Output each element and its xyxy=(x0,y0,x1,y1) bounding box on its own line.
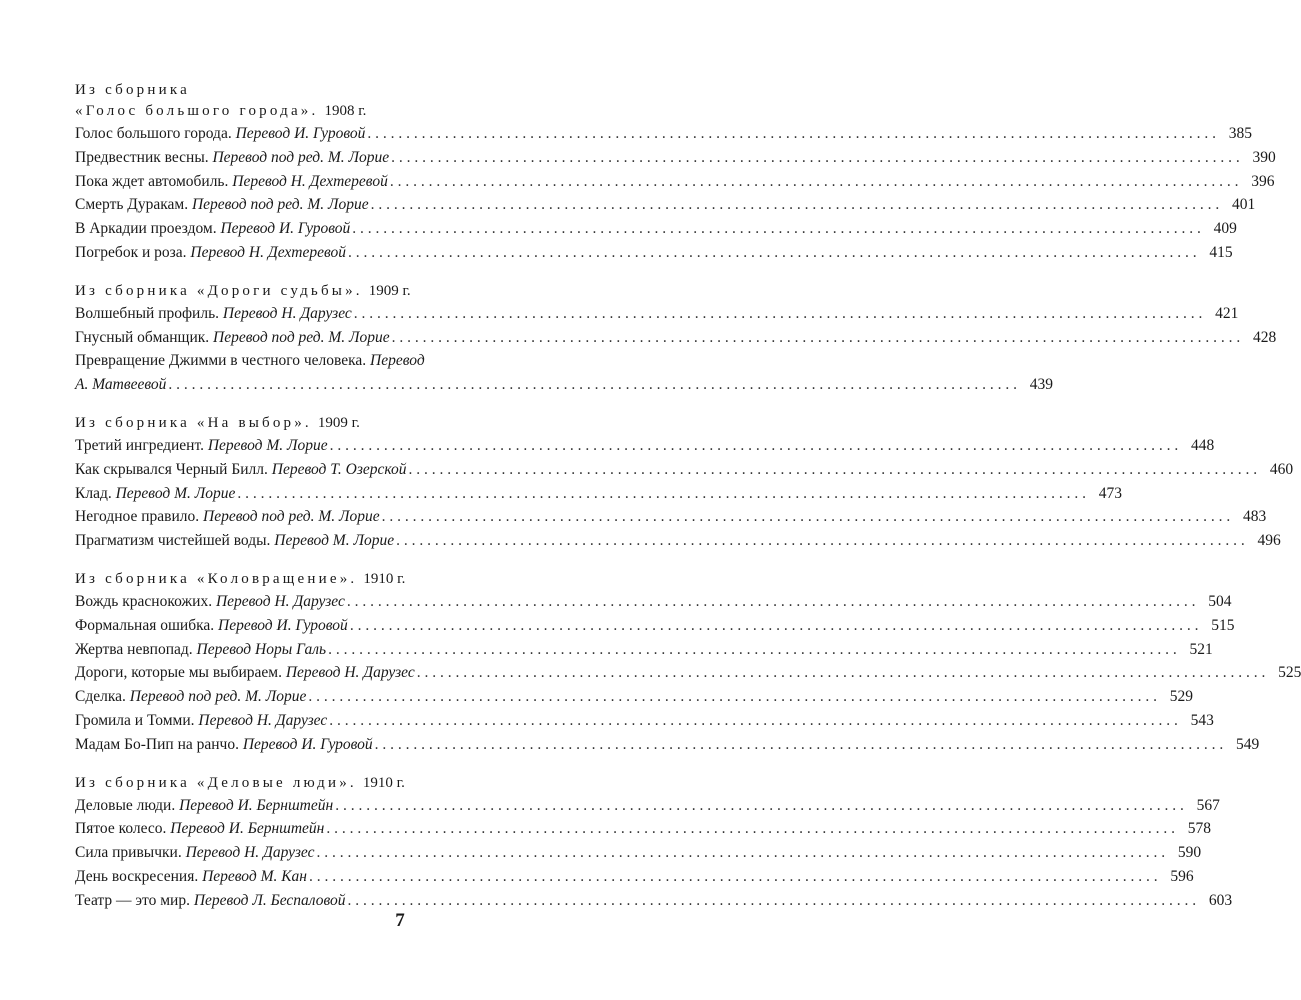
entry-translator: Перевод И. Бернштейн xyxy=(170,820,325,838)
section-heading xyxy=(75,413,680,434)
dot-leader xyxy=(390,170,1239,194)
entry-page: 529 xyxy=(1169,688,1194,706)
entry-page: 401 xyxy=(1231,196,1256,214)
entry-title: В Аркадии проездом. xyxy=(75,220,217,238)
entry-page: 428 xyxy=(1253,328,1277,346)
entry-translator: Перевод И. Бернштейн xyxy=(179,796,334,814)
dot-leader xyxy=(316,841,1165,865)
toc-section xyxy=(75,413,1294,553)
dot-leader xyxy=(371,193,1220,217)
section-year: 1909 г. xyxy=(317,414,360,431)
toc-entry[interactable] xyxy=(75,146,1276,170)
entry-title: Формальная ошибка. xyxy=(75,616,215,634)
dot-leader xyxy=(308,685,1157,709)
dot-leader xyxy=(348,889,1197,913)
table-of-contents xyxy=(75,80,1301,929)
entry-page: 543 xyxy=(1190,711,1214,729)
entry-title: Предвестник весны. xyxy=(75,148,209,166)
toc-entry[interactable] xyxy=(75,841,1202,865)
dot-leader xyxy=(329,709,1178,733)
entry-translator: Перевод Норы Галь xyxy=(196,640,327,658)
toc-section xyxy=(75,773,1233,913)
section-heading-text-line2: «Голос большого города». xyxy=(75,103,319,119)
entry-page: 460 xyxy=(1269,460,1294,478)
section-year: 1910 г. xyxy=(363,570,406,587)
entry-title: Театр — это мир. xyxy=(75,891,190,909)
entry-page: 578 xyxy=(1187,820,1211,838)
entry-translator: Перевод xyxy=(370,352,425,370)
toc-entry[interactable] xyxy=(75,482,1122,506)
entry-title: Жертва невпопад. xyxy=(75,640,193,658)
toc-entry[interactable] xyxy=(75,349,1053,397)
toc-entry[interactable] xyxy=(75,709,1214,733)
entry-title: Негодное правило. xyxy=(75,508,200,526)
entry-translator: Перевод Н. Дарузес xyxy=(185,844,315,862)
section-year: 1910 г. xyxy=(362,774,405,791)
entry-title: Пока ждет автомобиль. xyxy=(75,172,229,190)
dot-leader xyxy=(354,302,1203,326)
dot-leader xyxy=(237,482,1086,506)
entry-translator: Перевод Н. Дарузес xyxy=(215,592,345,610)
section-year: 1908 г. xyxy=(324,103,367,119)
entry-page: 421 xyxy=(1215,304,1239,322)
toc-entry[interactable] xyxy=(75,122,1252,146)
entry-translator: Перевод М. Лорие xyxy=(115,484,236,502)
toc-entry[interactable] xyxy=(75,614,1235,638)
entry-translator: Перевод Н. Дарузес xyxy=(285,664,415,682)
toc-entry[interactable] xyxy=(75,217,1237,241)
entry-title: Мадам Бо-Пип на ранчо. xyxy=(75,735,239,753)
toc-entry[interactable] xyxy=(75,865,1194,889)
section-heading-text: Из сборника «Коловращение». xyxy=(75,570,358,587)
section-heading xyxy=(75,773,680,794)
entry-page: 415 xyxy=(1209,243,1233,261)
entry-translator: Перевод М. Кан xyxy=(202,867,307,885)
entry-translator: Перевод М. Лорие xyxy=(274,532,395,550)
entry-page: 385 xyxy=(1228,125,1252,142)
toc-section xyxy=(75,80,1276,265)
entry-title: Голос большого города. xyxy=(75,125,232,142)
entry-title: Вождь краснокожих. xyxy=(75,592,213,610)
toc-entry[interactable] xyxy=(75,661,1301,685)
entry-page: 409 xyxy=(1213,220,1237,238)
entry-title: Превращение Джимми в честного человека. xyxy=(75,352,367,370)
entry-translator: Перевод Т. Озерской xyxy=(271,460,407,478)
entry-title: Как скрывался Черный Билл. xyxy=(75,460,268,478)
toc-entry[interactable] xyxy=(75,434,1215,458)
entry-title: Деловые люди. xyxy=(75,796,176,814)
dot-leader xyxy=(375,733,1224,757)
toc-entry[interactable] xyxy=(75,326,1277,350)
entry-title: Прагматизм чистейшей воды. xyxy=(75,532,271,550)
dot-leader xyxy=(309,865,1158,889)
entry-title: Громила и Томми. xyxy=(75,711,195,729)
toc-entry[interactable] xyxy=(75,817,1211,841)
entry-title: Сделка. xyxy=(75,688,126,706)
entry-page: 590 xyxy=(1177,844,1202,862)
section-heading-text: Из сборника «Дороги судьбы». xyxy=(75,282,363,299)
entry-title: Дороги, которые мы выбираем. xyxy=(75,664,282,682)
entry-page: 504 xyxy=(1208,592,1232,610)
entry-page: 439 xyxy=(1029,376,1053,394)
entry-translator: Перевод Н. Дехтеревой xyxy=(190,243,346,261)
entry-title: День воскресения. xyxy=(75,867,199,885)
entry-page: 390 xyxy=(1252,148,1276,166)
entry-title: Погребок и роза. xyxy=(75,243,187,261)
entry-translator: Перевод М. Лорие xyxy=(207,436,328,454)
entry-translator: Перевод под ред. М. Лорие xyxy=(129,688,307,706)
toc-entry[interactable] xyxy=(75,505,1267,529)
dot-leader xyxy=(367,122,1216,146)
entry-page: 515 xyxy=(1211,616,1235,634)
section-heading-text: Из сборника xyxy=(75,82,190,98)
entry-title: Сила привычки. xyxy=(75,844,182,862)
page-number: 7 xyxy=(395,910,405,931)
toc-entry[interactable] xyxy=(75,685,1194,709)
toc-entry[interactable] xyxy=(75,458,1294,482)
entry-page: 448 xyxy=(1191,436,1215,454)
entry-translator: Перевод Н. Дарузес xyxy=(198,711,328,729)
entry-page: 567 xyxy=(1196,796,1220,814)
toc-entry[interactable] xyxy=(75,170,1275,194)
entry-page: 525 xyxy=(1278,664,1301,682)
dot-leader xyxy=(392,326,1241,350)
toc-entry[interactable] xyxy=(75,302,1239,326)
toc-entry[interactable] xyxy=(75,794,1220,818)
entry-title: Волшебный профиль. xyxy=(75,304,220,322)
dot-leader xyxy=(348,241,1197,265)
section-heading xyxy=(75,569,680,590)
dot-leader xyxy=(328,638,1177,662)
dot-leader xyxy=(396,529,1245,553)
entry-translator: Перевод под ред. М. Лорие xyxy=(191,196,369,214)
toc-entry[interactable] xyxy=(75,590,1232,614)
section-year: 1909 г. xyxy=(368,282,411,299)
entry-translator: Перевод И. Гуровой xyxy=(235,125,366,142)
entry-translator: Перевод под ред. М. Лорие xyxy=(212,148,390,166)
entry-title: Клад. xyxy=(75,484,112,502)
dot-leader xyxy=(326,817,1175,841)
entry-page: 473 xyxy=(1098,484,1122,502)
dot-leader xyxy=(409,458,1258,482)
entry-page: 549 xyxy=(1236,735,1260,753)
entry-translator: Перевод И. Гуровой xyxy=(220,220,351,238)
entry-title: Гнусный обманщик. xyxy=(75,328,210,346)
dot-leader xyxy=(168,373,1017,397)
entry-translator-cont: А. Матвеевой xyxy=(75,376,167,394)
entry-title: Пятое колесо. xyxy=(75,820,167,838)
entry-page: 496 xyxy=(1257,532,1281,550)
section-heading-text: Из сборника «На выбор». xyxy=(75,414,312,431)
entry-translator: Перевод под ред. М. Лорие xyxy=(213,328,390,346)
entry-page: 521 xyxy=(1189,640,1213,658)
dot-leader xyxy=(347,590,1196,614)
section-heading-text: Из сборника «Деловые люди». xyxy=(75,774,357,791)
toc-entry[interactable] xyxy=(75,193,1256,217)
entry-translator: Перевод И. Гуровой xyxy=(242,735,373,753)
dot-leader xyxy=(330,434,1179,458)
toc-entry[interactable] xyxy=(75,241,1233,265)
toc-entry[interactable] xyxy=(75,529,1281,553)
entry-title: Третий ингредиент. xyxy=(75,436,204,454)
entry-page: 603 xyxy=(1208,891,1233,909)
toc-entry[interactable] xyxy=(75,889,1233,913)
toc-section xyxy=(75,569,1301,757)
section-heading xyxy=(75,80,680,122)
dot-leader xyxy=(391,146,1240,170)
entry-translator: Перевод под ред. М. Лорие xyxy=(203,508,380,526)
entry-page: 483 xyxy=(1243,508,1267,526)
entry-translator: Перевод Н. Дарузес xyxy=(222,304,352,322)
dot-leader xyxy=(417,661,1266,685)
entry-page: 596 xyxy=(1170,867,1194,885)
toc-entry[interactable] xyxy=(75,638,1213,662)
dot-leader xyxy=(352,217,1201,241)
entry-translator: Перевод Л. Беспаловой xyxy=(193,891,346,909)
dot-leader xyxy=(350,614,1199,638)
dot-leader xyxy=(382,505,1231,529)
entry-page: 396 xyxy=(1251,172,1275,190)
entry-translator: Перевод Н. Дехтеревой xyxy=(232,172,388,190)
entry-translator: Перевод И. Гуровой xyxy=(218,616,348,634)
section-heading xyxy=(75,281,680,302)
toc-section xyxy=(75,281,1277,397)
entry-title: Смерть Дуракам. xyxy=(75,196,189,214)
dot-leader xyxy=(335,794,1184,818)
toc-entry[interactable] xyxy=(75,733,1260,757)
